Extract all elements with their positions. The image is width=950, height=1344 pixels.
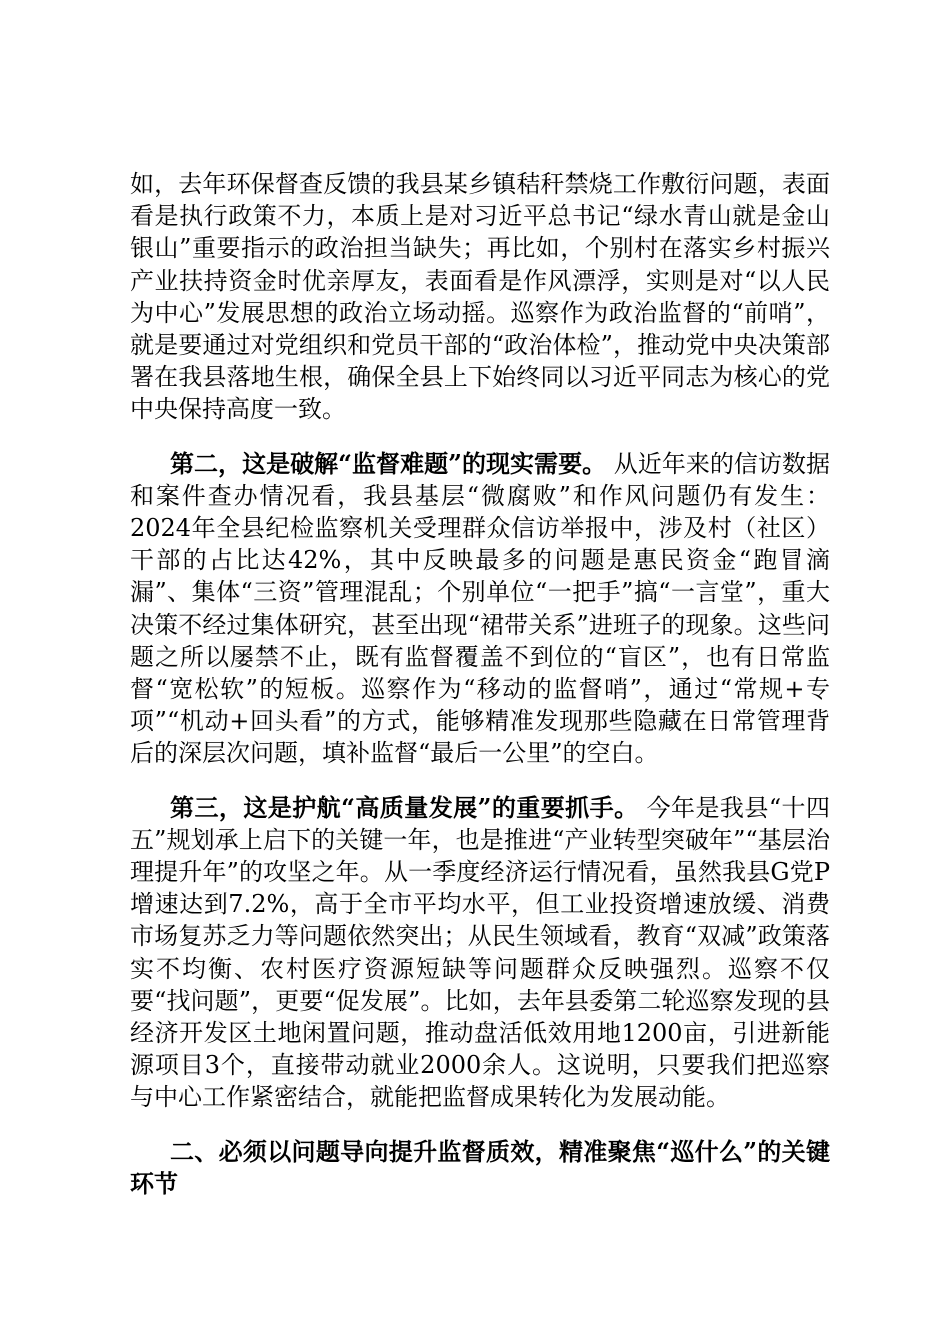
paragraph-supervision-problems — [130, 448, 830, 770]
section-heading: 二、必须以问题导向提升监督质效，精准聚焦“巡什么”的关键环节 — [130, 1136, 830, 1198]
paragraph-political-supervision — [130, 168, 830, 426]
paragraph-text: 今年是我县“十四五”规划承上启下的关键一年，也是推进“产业转型突破年”“基层治理提升年”的攻坚之年。从一季度经济运行情况看，虽然我县G党P增速达到7.2%，高于全市平均水平，但工业投资增速放缓、消费市场复苏乏力等问题依然突出；从民生领域看，教育“双减”政策落实不均衡、农村医疗资源短缺等问题群众反映强烈。巡察不仅要“找问题”，更要“促发展”。比如，去年县委第二轮巡察发现的县经济开发区土地闲置问题，推动盘活低效用地1200亩，引进新能源项目3个，直接带动就业2000余人。这说明，只要我们把巡察与中心工作紧密结合，就能把监督成果转化为发展动能。 — [130, 793, 830, 1112]
document-page — [130, 168, 830, 1222]
paragraph-text: 从近年来的信访数据和案件查办情况看，我县基层“微腐败”和作风问题仍有发生：2024年全县纪检监察机关受理群众信访举报中，涉及村（社区）干部的占比达42%，其中反映最多的问题是惠民资金“跑冒滴漏”、集体“三资”管理混乱；个别单位“一把手”搞“一言堂”，重大决策不经过集体研究，甚至出现“裙带关系”进班子的现象。这些问题之所以屡禁不止，既有监督覆盖不到位的“盲区”，也有日常监督“宽松软”的短板。巡察作为“移动的监督哨”，通过“常规+专项”“机动+回头看”的方式，能够精准发现那些隐藏在日常管理背后的深层次问题，填补监督“最后一公里”的空白。 — [130, 449, 830, 768]
paragraph-text: 如，去年环保督查反馈的我县某乡镇秸秆禁烧工作敷衍问题，表面看是执行政策不力，本质上是对习近平总书记“绿水青山就是金山银山”重要指示的政治担当缺失；再比如，个别村在落实乡村振兴产业扶持资金时优亲厚友，表面看是作风漂浮，实则是对“以人民为中心”发展思想的政治立场动摇。巡察作为政治监督的“前哨”，就是要通过对党组织和党员干部的“政治体检”，推动党中央决策部署在我县落地生根，确保全县上下始终同以习近平同志为核心的党中央保持高度一致。 — [130, 170, 830, 424]
paragraph-lead: 第三，这是护航“高质量发展”的重要抓手。 — [170, 792, 639, 822]
paragraph-lead: 第二，这是破解“监督难题”的现实需要。 — [170, 448, 607, 478]
paragraph-high-quality-development — [130, 792, 830, 1114]
